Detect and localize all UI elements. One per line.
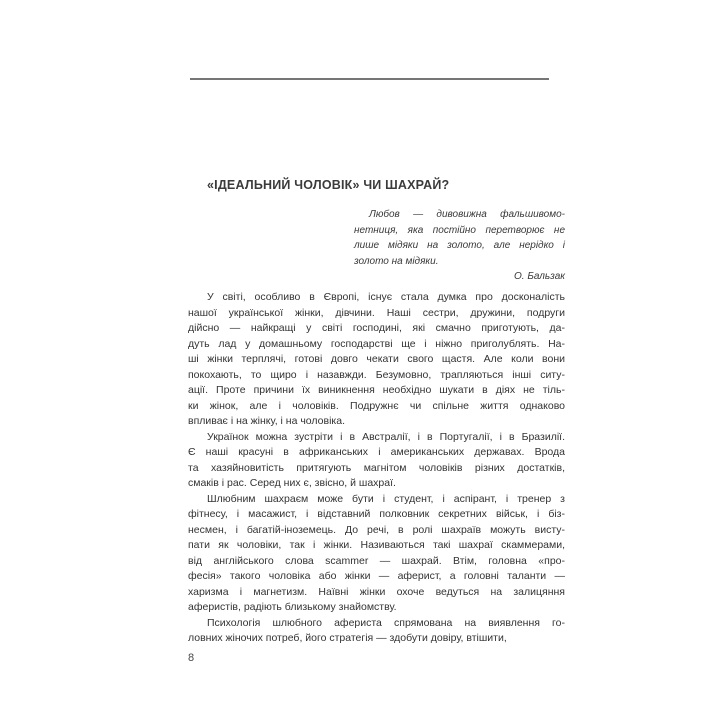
header-rule: [190, 78, 549, 80]
page-number: 8: [188, 652, 195, 664]
text-line: ації. Проте причини їх виникнення необхідно шукати в діях не тіль-: [188, 384, 565, 396]
text-line: Українок можна зустріти і в Австралії, і в Португалії, і в Бразилії.: [207, 430, 565, 443]
text-line: та хазяйновитість притягують магнітом чоловіків різних достатків,: [188, 461, 565, 474]
epigraph-lines: [354, 207, 565, 269]
paragraph: [188, 492, 565, 616]
chapter-title: «ІДЕАЛЬНИЙ ЧОЛОВІК» ЧИ ШАХРАЙ?: [207, 178, 450, 192]
text-line: ші жінки терплячі, готові довго чекати свого щастя. Але коли вони: [188, 353, 565, 365]
text-line: покохають, то щиро і назавжди. Безумовно, трапляються інші ситу-: [188, 368, 565, 381]
text-line: ловних жіночих потреб, його стратегія — здобути довіру, втішити,: [188, 632, 507, 644]
epigraph-attribution: О. Бальзак: [513, 271, 565, 282]
text-line: харизма і магнетизм. Наївні жінки охоче ведуться на залицяння: [188, 585, 565, 598]
text-line: фесія» такого чоловіка або жінки — аферист, а головні таланти —: [188, 570, 565, 582]
text-line: дійсно — найкращі у світі господині, які смачно приготують, да-: [188, 322, 565, 334]
text-line: аферистів, радіють близькому знайомству.: [188, 601, 397, 613]
text-line: У світі, особливо в Європі, існує стала думка про досконалість: [207, 291, 565, 303]
text-line: від англійського слова scammer — шахрай. Втім, головна «про-: [188, 554, 565, 567]
text-line: дуть лад у домашньому господарстві ще і ніжно приголублять. На-: [188, 337, 565, 350]
text-line: Психологія шлюбного афериста спрямована на виявлення го-: [207, 616, 565, 629]
text-line: лише мідяки на золото, але нерідко і: [354, 240, 565, 251]
text-line: Шлюбним шахраєм може бути і студент, і аспірант, і тренер з: [207, 492, 565, 505]
paragraph: [188, 430, 565, 492]
text-line: ки жінок, але і чоловіків. Подружнє чи спільне життя однаково: [188, 399, 565, 412]
text-line: Є наші красуні в африканських і американських державах. Врода: [188, 446, 565, 458]
text-line: нетниця, яка постійно перетворює не: [354, 224, 565, 236]
epigraph: [354, 207, 565, 285]
text-line: пати як чоловіки, так і жінки. Називаються такі шахраї скаммерами,: [188, 539, 565, 551]
text-line: впливає і на жінку, і на чоловіка.: [188, 415, 345, 427]
text-line: Любов — дивовижна фальшивомо-: [369, 209, 565, 220]
text-line: фітнесу, і масажист, і відставний полковник секретних військ, і біз-: [188, 508, 565, 520]
text-line: золото на мідяки.: [354, 255, 439, 267]
text-line: нашої української жінки, дівчини. Наші сестри, дружини, подруги: [188, 306, 565, 319]
body-text: [188, 290, 565, 647]
text-line: смаків і рас. Серед них є, звісно, й шахраї.: [188, 477, 396, 489]
paragraph: [188, 290, 565, 430]
text-line: несмен, і багатій-іноземець. До речі, в ролі шахраїв можуть висту-: [188, 523, 565, 536]
paragraph: [188, 616, 565, 647]
